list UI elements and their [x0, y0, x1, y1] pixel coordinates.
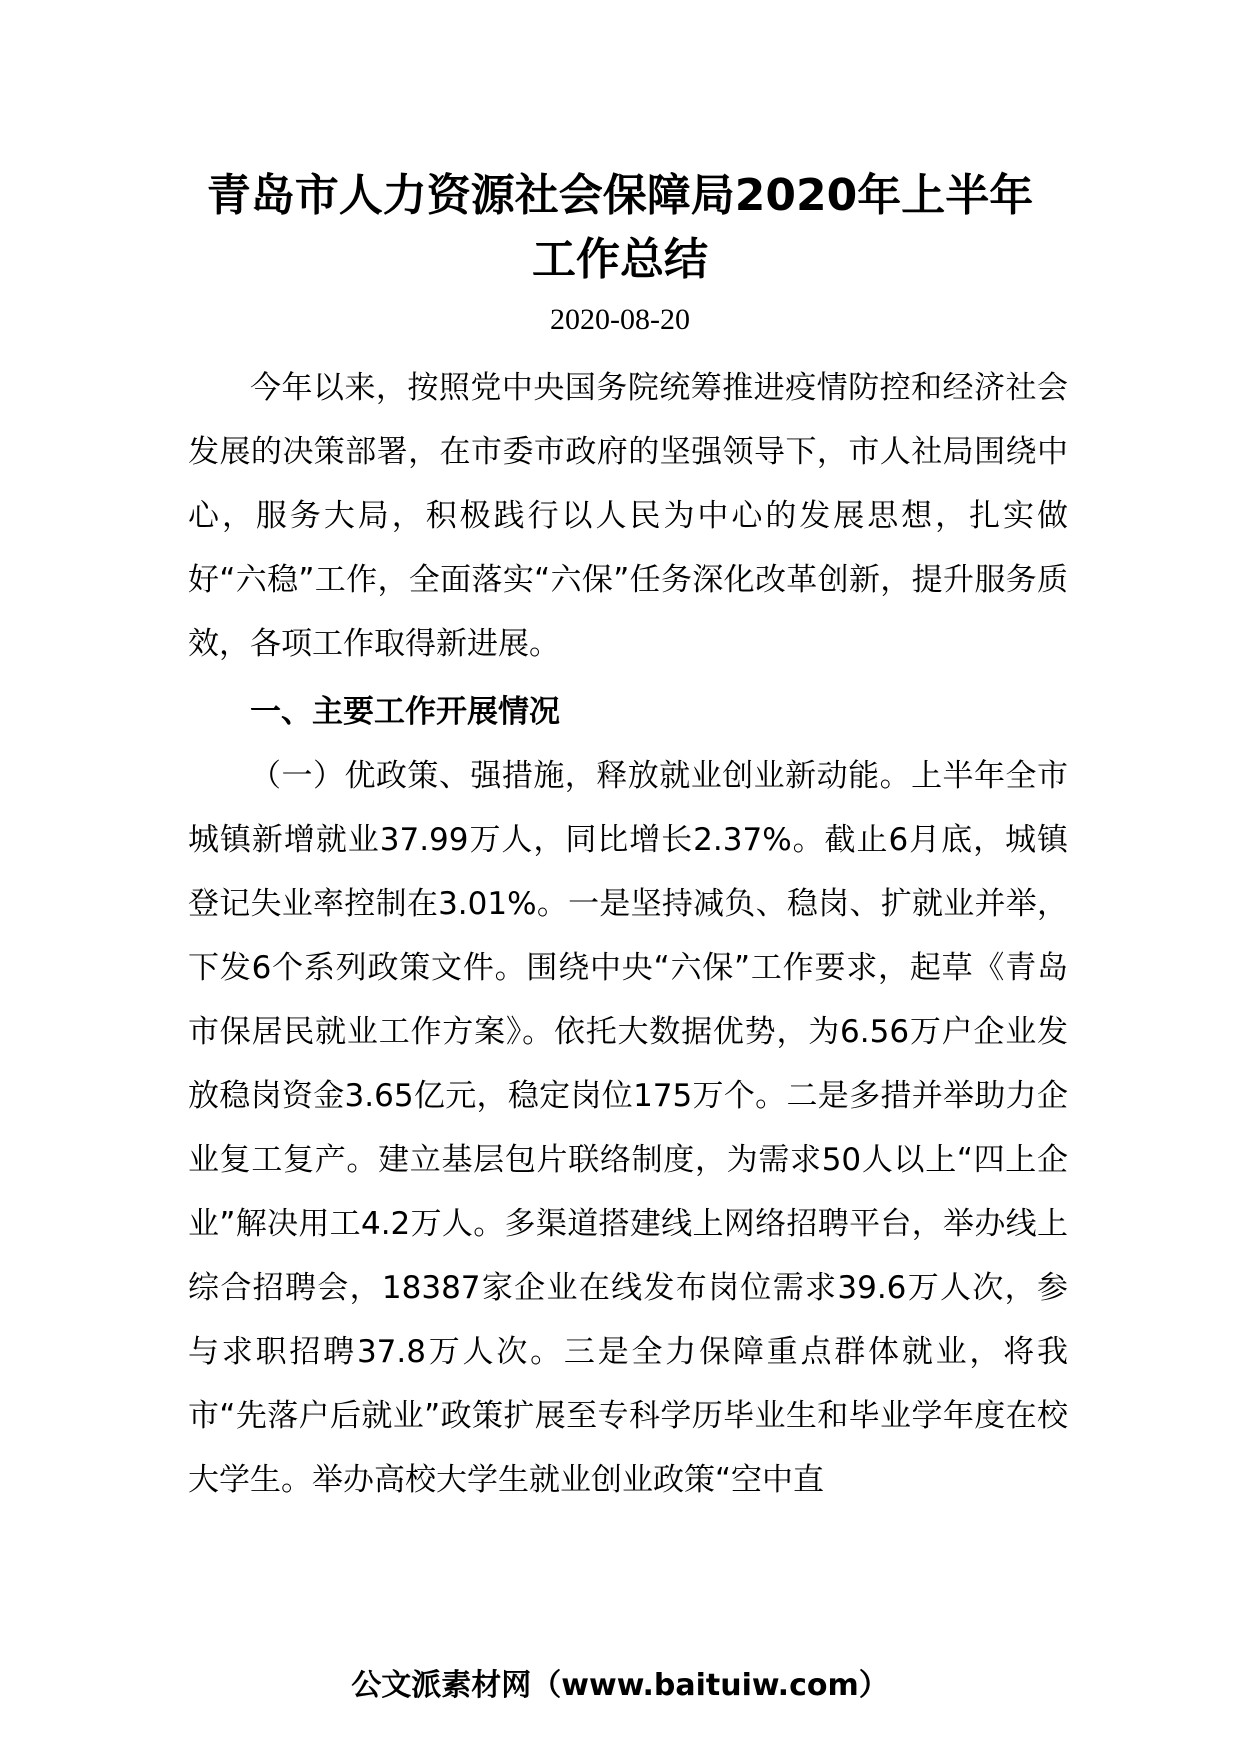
document-date: 2020-08-20 — [550, 303, 690, 336]
footer-source: 公文派素材网（www.baituiw.com） — [351, 1668, 889, 1703]
intro-paragraph: 今年以来，按照党中央国务院统筹推进疫情防控和经济社会发展的决策部署，在市委市政府的坚强领导下，市人社局围绕中心，服务大局，积极践行以人民为中心的发展思想，扎实做好“六稳”工作，全面落实“六保”任务深化改革创新，提升服务质效，各项工作取得新进展。 — [188, 370, 1068, 662]
document-title-line-1: 青岛市人力资源社会保障局2020年上半年 — [206, 170, 1034, 221]
section-heading: 一、主要工作开展情况 — [250, 694, 560, 730]
body-paragraph: （一）优政策、强措施，释放就业创业新动能。上半年全市城镇新增就业37.99万人，同比增长2.37%。截止6月底，城镇登记失业率控制在3.01%。一是坚持减负、稳岗、扩就业并举，下发6个系列政策文件。围绕中央“六保”工作要求，起草《青岛市保居民就业工作方案》。依托大数据优势，为6.56万户企业发放稳岗资金3.65亿元，稳定岗位175万个。二是多措并举助力企业复工复产。建立基层包片联络制度，为需求50人以上“四上企业”解决用工4.2万人。多渠道搭建线上网络招聘平台，举办线上综合招聘会，18387家企业在线发布岗位需求39.6万人次，参与求职招聘37.8万人次。三是全力保障重点群体就业，将我市“先落户后就业”政策扩展至专科学历毕业生和毕业学年度在校大学生。举办高校大学生就业创业政策“空中直 — [188, 758, 1068, 1498]
document-title-line-2: 工作总结 — [532, 234, 708, 285]
